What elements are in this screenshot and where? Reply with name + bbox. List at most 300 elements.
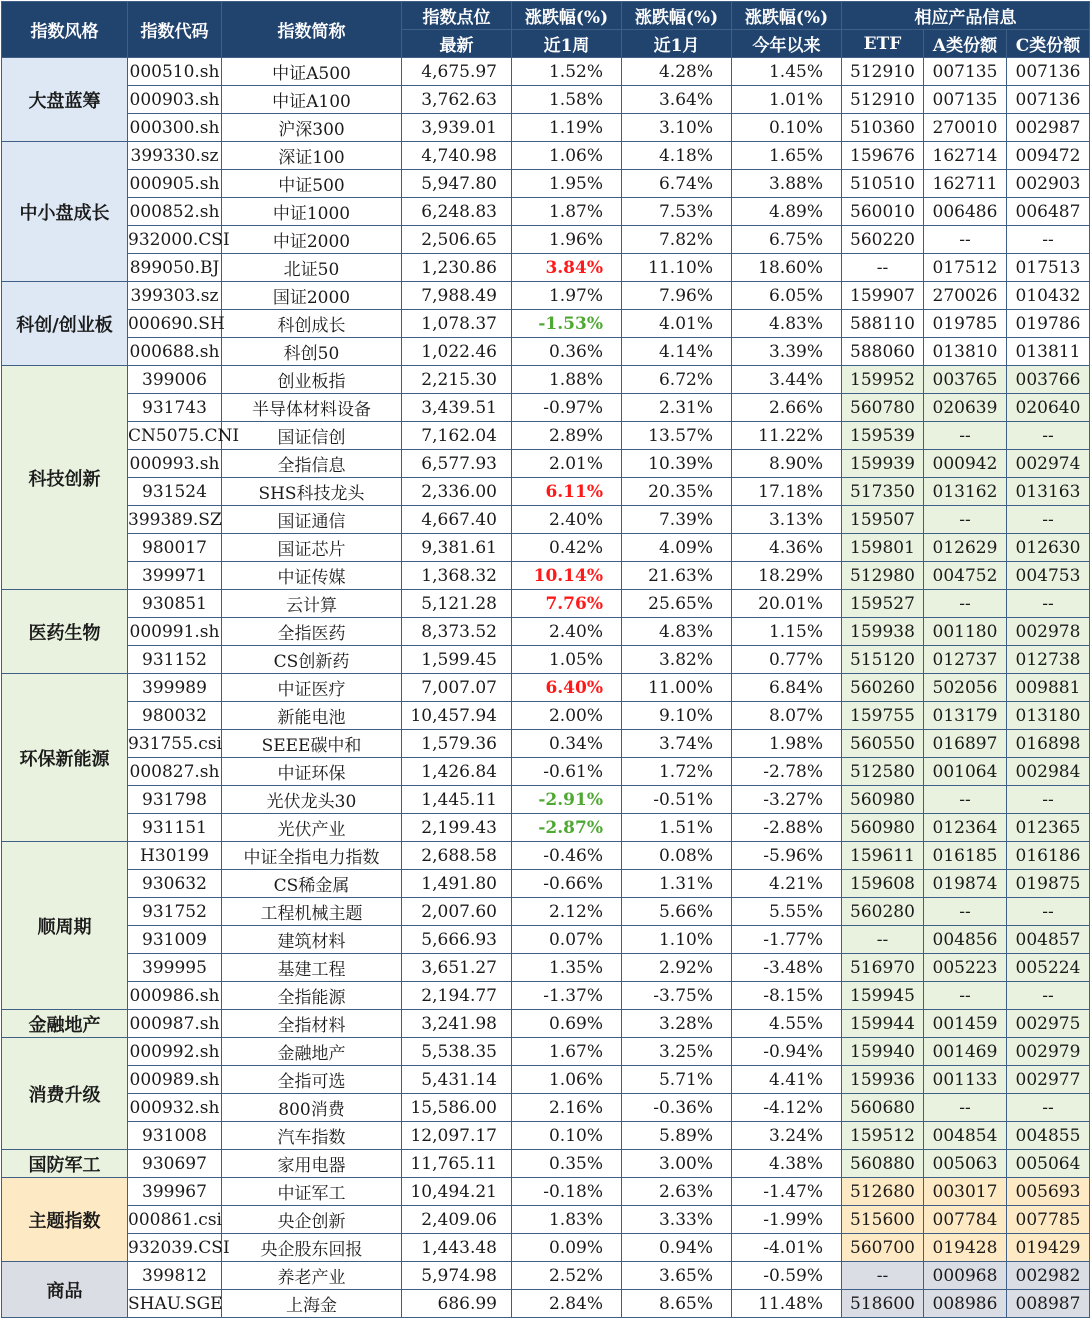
- index-name-cell: 新能电池: [222, 702, 402, 730]
- c-share-code-cell: 002977: [1007, 1066, 1090, 1094]
- latest-points-cell: 4,740.98: [402, 142, 512, 170]
- etf-code-cell: 159940: [842, 1038, 924, 1066]
- month-change-cell: 4.09%: [622, 534, 732, 562]
- index-name-cell: 金融地产: [222, 1038, 402, 1066]
- c-share-code-cell: 019875: [1007, 870, 1090, 898]
- index-name-cell: 全指可选: [222, 1066, 402, 1094]
- week-change-cell: 2.12%: [512, 898, 622, 926]
- week-change-cell: 1.83%: [512, 1206, 622, 1234]
- latest-points-cell: 1,230.86: [402, 254, 512, 282]
- c-share-code-cell: 004753: [1007, 562, 1090, 590]
- etf-code-cell: 159755: [842, 702, 924, 730]
- table-row: [2, 786, 1090, 814]
- index-code-cell: 399330.sz: [128, 142, 222, 170]
- month-change-cell: 11.10%: [622, 254, 732, 282]
- header-ytd: 今年以来: [732, 30, 842, 58]
- table-row: [2, 1122, 1090, 1150]
- ytd-change-cell: 0.77%: [732, 646, 842, 674]
- c-share-code-cell: --: [1007, 590, 1090, 618]
- a-share-code-cell: 007135: [924, 86, 1007, 114]
- a-share-code-cell: --: [924, 898, 1007, 926]
- table-row: [2, 282, 1090, 310]
- month-change-cell: 9.10%: [622, 702, 732, 730]
- index-code-cell: 000688.sh: [128, 338, 222, 366]
- table-row: [2, 674, 1090, 702]
- index-name-cell: 深证100: [222, 142, 402, 170]
- table-row: [2, 1234, 1090, 1262]
- index-code-cell: 000992.sh: [128, 1038, 222, 1066]
- index-name-cell: 中证A100: [222, 86, 402, 114]
- style-group-cell: 顺周期: [2, 842, 128, 1010]
- latest-points-cell: 1,443.48: [402, 1234, 512, 1262]
- etf-code-cell: 512910: [842, 86, 924, 114]
- c-share-code-cell: 004857: [1007, 926, 1090, 954]
- a-share-code-cell: 162714: [924, 142, 1007, 170]
- latest-points-cell: 4,675.97: [402, 58, 512, 86]
- index-code-cell: 931755.csi: [128, 730, 222, 758]
- index-name-cell: 上海金: [222, 1290, 402, 1318]
- week-change-cell: 0.35%: [512, 1150, 622, 1178]
- a-share-code-cell: 003017: [924, 1178, 1007, 1206]
- week-change-cell: 1.67%: [512, 1038, 622, 1066]
- ytd-change-cell: 1.01%: [732, 86, 842, 114]
- ytd-change-cell: 3.44%: [732, 366, 842, 394]
- c-share-code-cell: 002979: [1007, 1038, 1090, 1066]
- etf-code-cell: 159676: [842, 142, 924, 170]
- latest-points-cell: 2,215.30: [402, 366, 512, 394]
- week-change-cell: [512, 786, 622, 814]
- table-row: [2, 1010, 1090, 1038]
- month-change-cell: -0.36%: [622, 1094, 732, 1122]
- a-share-code-cell: 012737: [924, 646, 1007, 674]
- etf-code-cell: 515600: [842, 1206, 924, 1234]
- etf-code-cell: 159939: [842, 450, 924, 478]
- week-change-cell: 0.09%: [512, 1234, 622, 1262]
- index-code-cell: 930697: [128, 1150, 222, 1178]
- week-change-cell: 1.06%: [512, 1066, 622, 1094]
- index-name-cell: 科创50: [222, 338, 402, 366]
- table-row: [2, 562, 1090, 590]
- month-change-cell: 0.94%: [622, 1234, 732, 1262]
- a-share-code-cell: 019785: [924, 310, 1007, 338]
- ytd-change-cell: 18.60%: [732, 254, 842, 282]
- etf-code-cell: 560550: [842, 730, 924, 758]
- month-change-cell: 4.18%: [622, 142, 732, 170]
- month-change-cell: -0.51%: [622, 786, 732, 814]
- etf-code-cell: 560680: [842, 1094, 924, 1122]
- month-change-cell: 4.83%: [622, 618, 732, 646]
- table-row: [2, 618, 1090, 646]
- week-change-cell: [512, 310, 622, 338]
- week-change-cell: 1.96%: [512, 226, 622, 254]
- latest-points-cell: 1,078.37: [402, 310, 512, 338]
- etf-code-cell: 512980: [842, 562, 924, 590]
- ytd-change-cell: -0.94%: [732, 1038, 842, 1066]
- index-code-cell: 980017: [128, 534, 222, 562]
- a-share-code-cell: 001133: [924, 1066, 1007, 1094]
- index-code-cell: 399967: [128, 1178, 222, 1206]
- a-share-code-cell: 270026: [924, 282, 1007, 310]
- week-change-cell: [512, 814, 622, 842]
- table-row: [2, 114, 1090, 142]
- latest-points-cell: 5,947.80: [402, 170, 512, 198]
- index-name-cell: 中证1000: [222, 198, 402, 226]
- c-share-code-cell: 007136: [1007, 86, 1090, 114]
- header-change-month: 涨跌幅(%): [622, 2, 732, 30]
- index-code-cell: 931743: [128, 394, 222, 422]
- etf-code-cell: 560700: [842, 1234, 924, 1262]
- etf-code-cell: 159945: [842, 982, 924, 1010]
- index-name-cell: 中证军工: [222, 1178, 402, 1206]
- latest-points-cell: 1,491.80: [402, 870, 512, 898]
- month-change-cell: 0.08%: [622, 842, 732, 870]
- c-share-code-cell: 002984: [1007, 758, 1090, 786]
- a-share-code-cell: 019428: [924, 1234, 1007, 1262]
- ytd-change-cell: -1.77%: [732, 926, 842, 954]
- header-name: 指数简称: [222, 2, 402, 58]
- index-name-cell: SHS科技龙头: [222, 478, 402, 506]
- etf-code-cell: 159907: [842, 282, 924, 310]
- index-code-cell: 931008: [128, 1122, 222, 1150]
- month-change-cell: 2.63%: [622, 1178, 732, 1206]
- week-change-cell: -0.61%: [512, 758, 622, 786]
- c-share-code-cell: 002987: [1007, 114, 1090, 142]
- ytd-change-cell: 1.98%: [732, 730, 842, 758]
- a-share-code-cell: 016185: [924, 842, 1007, 870]
- month-change-cell: 7.39%: [622, 506, 732, 534]
- c-share-code-cell: 002903: [1007, 170, 1090, 198]
- table-row: [2, 226, 1090, 254]
- etf-code-cell: 159944: [842, 1010, 924, 1038]
- index-name-cell: 沪深300: [222, 114, 402, 142]
- header-change-ytd: 涨跌幅(%): [732, 2, 842, 30]
- style-group-cell: 科创/创业板: [2, 282, 128, 366]
- ytd-change-cell: -0.59%: [732, 1262, 842, 1290]
- etf-code-cell: --: [842, 1262, 924, 1290]
- latest-points-cell: 12,097.17: [402, 1122, 512, 1150]
- index-name-cell: 央企股东回报: [222, 1234, 402, 1262]
- latest-points-cell: 5,431.14: [402, 1066, 512, 1094]
- latest-points-cell: 2,199.43: [402, 814, 512, 842]
- c-share-code-cell: 013811: [1007, 338, 1090, 366]
- month-change-cell: 5.89%: [622, 1122, 732, 1150]
- style-group-cell: 金融地产: [2, 1010, 128, 1038]
- table-row: [2, 982, 1090, 1010]
- table-row: [2, 394, 1090, 422]
- c-share-code-cell: 013163: [1007, 478, 1090, 506]
- highlight-gain-value: 7.76%: [545, 593, 603, 614]
- week-change-cell: 2.84%: [512, 1290, 622, 1318]
- ytd-change-cell: 8.07%: [732, 702, 842, 730]
- ytd-change-cell: 6.05%: [732, 282, 842, 310]
- highlight-gain-value: 10.14%: [533, 565, 603, 586]
- a-share-code-cell: --: [924, 506, 1007, 534]
- latest-points-cell: 2,336.00: [402, 478, 512, 506]
- week-change-cell: 1.35%: [512, 954, 622, 982]
- table-row: [2, 310, 1090, 338]
- a-share-code-cell: 020639: [924, 394, 1007, 422]
- index-code-cell: 931152: [128, 646, 222, 674]
- index-name-cell: 国证2000: [222, 282, 402, 310]
- week-change-cell: [512, 590, 622, 618]
- ytd-change-cell: 3.88%: [732, 170, 842, 198]
- a-share-code-cell: 007135: [924, 58, 1007, 86]
- index-code-cell: 000932.sh: [128, 1094, 222, 1122]
- a-share-code-cell: --: [924, 982, 1007, 1010]
- c-share-code-cell: --: [1007, 226, 1090, 254]
- c-share-code-cell: 016186: [1007, 842, 1090, 870]
- a-share-code-cell: 270010: [924, 114, 1007, 142]
- a-share-code-cell: 000942: [924, 450, 1007, 478]
- index-code-cell: 000993.sh: [128, 450, 222, 478]
- latest-points-cell: 3,762.63: [402, 86, 512, 114]
- latest-points-cell: 8,373.52: [402, 618, 512, 646]
- index-name-cell: 创业板指: [222, 366, 402, 394]
- index-code-cell: CN5075.CNI: [128, 422, 222, 450]
- month-change-cell: 3.33%: [622, 1206, 732, 1234]
- etf-code-cell: 560280: [842, 898, 924, 926]
- table-row: [2, 814, 1090, 842]
- table-row: [2, 842, 1090, 870]
- index-name-cell: CS创新药: [222, 646, 402, 674]
- week-change-cell: 0.10%: [512, 1122, 622, 1150]
- header-code: 指数代码: [128, 2, 222, 58]
- index-code-cell: 399812: [128, 1262, 222, 1290]
- etf-code-cell: 588060: [842, 338, 924, 366]
- c-share-code-cell: 013180: [1007, 702, 1090, 730]
- latest-points-cell: 10,494.21: [402, 1178, 512, 1206]
- header-etf: ETF: [842, 30, 924, 58]
- style-group-cell: 主题指数: [2, 1178, 128, 1262]
- week-change-cell: 1.06%: [512, 142, 622, 170]
- table-row: [2, 590, 1090, 618]
- month-change-cell: 1.31%: [622, 870, 732, 898]
- etf-code-cell: 517350: [842, 478, 924, 506]
- latest-points-cell: 7,988.49: [402, 282, 512, 310]
- a-share-code-cell: --: [924, 590, 1007, 618]
- index-code-cell: 399006: [128, 366, 222, 394]
- latest-points-cell: 7,162.04: [402, 422, 512, 450]
- month-change-cell: 10.39%: [622, 450, 732, 478]
- c-share-code-cell: --: [1007, 898, 1090, 926]
- index-name-cell: 光伏龙头30: [222, 786, 402, 814]
- c-share-code-cell: 007136: [1007, 58, 1090, 86]
- c-share-code-cell: 019786: [1007, 310, 1090, 338]
- index-name-cell: 家用电器: [222, 1150, 402, 1178]
- month-change-cell: 3.25%: [622, 1038, 732, 1066]
- index-name-cell: 中证2000: [222, 226, 402, 254]
- etf-code-cell: 512680: [842, 1178, 924, 1206]
- index-code-cell: 000510.sh: [128, 58, 222, 86]
- etf-code-cell: 510360: [842, 114, 924, 142]
- week-change-cell: 1.19%: [512, 114, 622, 142]
- index-name-cell: 中证A500: [222, 58, 402, 86]
- month-change-cell: 1.10%: [622, 926, 732, 954]
- table-row: [2, 926, 1090, 954]
- table-row: [2, 338, 1090, 366]
- week-change-cell: 2.52%: [512, 1262, 622, 1290]
- index-code-cell: 000903.sh: [128, 86, 222, 114]
- etf-code-cell: 560780: [842, 394, 924, 422]
- month-change-cell: -3.75%: [622, 982, 732, 1010]
- ytd-change-cell: 1.65%: [732, 142, 842, 170]
- header-change-week: 涨跌幅(%): [512, 2, 622, 30]
- ytd-change-cell: 4.83%: [732, 310, 842, 338]
- ytd-change-cell: -4.12%: [732, 1094, 842, 1122]
- ytd-change-cell: -5.96%: [732, 842, 842, 870]
- etf-code-cell: 518600: [842, 1290, 924, 1318]
- etf-code-cell: 510510: [842, 170, 924, 198]
- ytd-change-cell: -4.01%: [732, 1234, 842, 1262]
- etf-code-cell: 560880: [842, 1150, 924, 1178]
- latest-points-cell: 7,007.07: [402, 674, 512, 702]
- index-name-cell: 全指材料: [222, 1010, 402, 1038]
- table-row: [2, 142, 1090, 170]
- etf-code-cell: 159512: [842, 1122, 924, 1150]
- latest-points-cell: 5,121.28: [402, 590, 512, 618]
- table-row: [2, 450, 1090, 478]
- header-points: 指数点位: [402, 2, 512, 30]
- a-share-code-cell: 502056: [924, 674, 1007, 702]
- highlight-gain-value: 3.84%: [545, 257, 603, 278]
- a-share-code-cell: 162711: [924, 170, 1007, 198]
- a-share-code-cell: 004752: [924, 562, 1007, 590]
- index-code-cell: 000861.csi: [128, 1206, 222, 1234]
- latest-points-cell: 1,579.36: [402, 730, 512, 758]
- index-name-cell: 半导体材料设备: [222, 394, 402, 422]
- ytd-change-cell: 2.66%: [732, 394, 842, 422]
- latest-points-cell: 1,445.11: [402, 786, 512, 814]
- etf-code-cell: 560010: [842, 198, 924, 226]
- month-change-cell: 7.82%: [622, 226, 732, 254]
- index-code-cell: 000987.sh: [128, 1010, 222, 1038]
- index-code-cell: 399971: [128, 562, 222, 590]
- a-share-code-cell: --: [924, 226, 1007, 254]
- month-change-cell: 3.65%: [622, 1262, 732, 1290]
- etf-code-cell: 159507: [842, 506, 924, 534]
- index-name-cell: 国证芯片: [222, 534, 402, 562]
- week-change-cell: 1.58%: [512, 86, 622, 114]
- highlight-loss-value: -2.91%: [538, 789, 603, 810]
- index-performance-table: [1, 1, 1090, 1318]
- header-a-share: A类份额: [924, 30, 1007, 58]
- ytd-change-cell: 11.48%: [732, 1290, 842, 1318]
- latest-points-cell: 1,426.84: [402, 758, 512, 786]
- week-change-cell: -0.97%: [512, 394, 622, 422]
- highlight-loss-value: -2.87%: [538, 817, 603, 838]
- style-group-cell: 国防军工: [2, 1150, 128, 1178]
- index-name-cell: CS稀金属: [222, 870, 402, 898]
- index-code-cell: 930632: [128, 870, 222, 898]
- c-share-code-cell: 004855: [1007, 1122, 1090, 1150]
- week-change-cell: 1.88%: [512, 366, 622, 394]
- week-change-cell: 1.97%: [512, 282, 622, 310]
- ytd-change-cell: 8.90%: [732, 450, 842, 478]
- index-code-cell: 899050.BJ: [128, 254, 222, 282]
- a-share-code-cell: 004854: [924, 1122, 1007, 1150]
- index-name-cell: 建筑材料: [222, 926, 402, 954]
- ytd-change-cell: 6.84%: [732, 674, 842, 702]
- month-change-cell: 1.72%: [622, 758, 732, 786]
- month-change-cell: 4.01%: [622, 310, 732, 338]
- ytd-change-cell: 4.38%: [732, 1150, 842, 1178]
- etf-code-cell: 159938: [842, 618, 924, 646]
- header-latest: 最新: [402, 30, 512, 58]
- index-code-cell: H30199: [128, 842, 222, 870]
- ytd-change-cell: 3.24%: [732, 1122, 842, 1150]
- a-share-code-cell: --: [924, 422, 1007, 450]
- c-share-code-cell: --: [1007, 506, 1090, 534]
- ytd-change-cell: -3.48%: [732, 954, 842, 982]
- c-share-code-cell: 007785: [1007, 1206, 1090, 1234]
- table-row: [2, 422, 1090, 450]
- highlight-loss-value: -1.53%: [538, 313, 603, 334]
- month-change-cell: 1.51%: [622, 814, 732, 842]
- index-name-cell: 中证环保: [222, 758, 402, 786]
- etf-code-cell: 159539: [842, 422, 924, 450]
- c-share-code-cell: 012630: [1007, 534, 1090, 562]
- latest-points-cell: 10,457.94: [402, 702, 512, 730]
- month-change-cell: 25.65%: [622, 590, 732, 618]
- index-code-cell: 399989: [128, 674, 222, 702]
- header-c-share: C类份额: [1007, 30, 1090, 58]
- index-name-cell: 800消费: [222, 1094, 402, 1122]
- index-code-cell: 000827.sh: [128, 758, 222, 786]
- month-change-cell: 3.28%: [622, 1010, 732, 1038]
- month-change-cell: 6.74%: [622, 170, 732, 198]
- index-code-cell: 000852.sh: [128, 198, 222, 226]
- latest-points-cell: 5,666.93: [402, 926, 512, 954]
- index-code-cell: 000905.sh: [128, 170, 222, 198]
- etf-code-cell: 560980: [842, 786, 924, 814]
- month-change-cell: 2.92%: [622, 954, 732, 982]
- c-share-code-cell: 002978: [1007, 618, 1090, 646]
- latest-points-cell: 6,577.93: [402, 450, 512, 478]
- c-share-code-cell: --: [1007, 1094, 1090, 1122]
- index-name-cell: 工程机械主题: [222, 898, 402, 926]
- week-change-cell: 2.40%: [512, 506, 622, 534]
- index-code-cell: 931752: [128, 898, 222, 926]
- etf-code-cell: 515120: [842, 646, 924, 674]
- week-change-cell: [512, 478, 622, 506]
- table-row: [2, 1038, 1090, 1066]
- index-name-cell: 国证信创: [222, 422, 402, 450]
- index-name-cell: 中证全指电力指数: [222, 842, 402, 870]
- table-row: [2, 1094, 1090, 1122]
- month-change-cell: 3.10%: [622, 114, 732, 142]
- index-code-cell: 000991.sh: [128, 618, 222, 646]
- table-body: [2, 58, 1090, 1318]
- header-week: 近1周: [512, 30, 622, 58]
- ytd-change-cell: -2.88%: [732, 814, 842, 842]
- index-code-cell: 931009: [128, 926, 222, 954]
- ytd-change-cell: 20.01%: [732, 590, 842, 618]
- index-code-cell: 980032: [128, 702, 222, 730]
- table-row: [2, 702, 1090, 730]
- ytd-change-cell: -8.15%: [732, 982, 842, 1010]
- table-row: [2, 1150, 1090, 1178]
- month-change-cell: 20.35%: [622, 478, 732, 506]
- a-share-code-cell: 012364: [924, 814, 1007, 842]
- week-change-cell: -0.46%: [512, 842, 622, 870]
- etf-code-cell: 159611: [842, 842, 924, 870]
- month-change-cell: 3.00%: [622, 1150, 732, 1178]
- latest-points-cell: 5,974.98: [402, 1262, 512, 1290]
- latest-points-cell: 4,667.40: [402, 506, 512, 534]
- index-code-cell: SHAU.SGE: [128, 1290, 222, 1318]
- etf-code-cell: 512580: [842, 758, 924, 786]
- latest-points-cell: 2,409.06: [402, 1206, 512, 1234]
